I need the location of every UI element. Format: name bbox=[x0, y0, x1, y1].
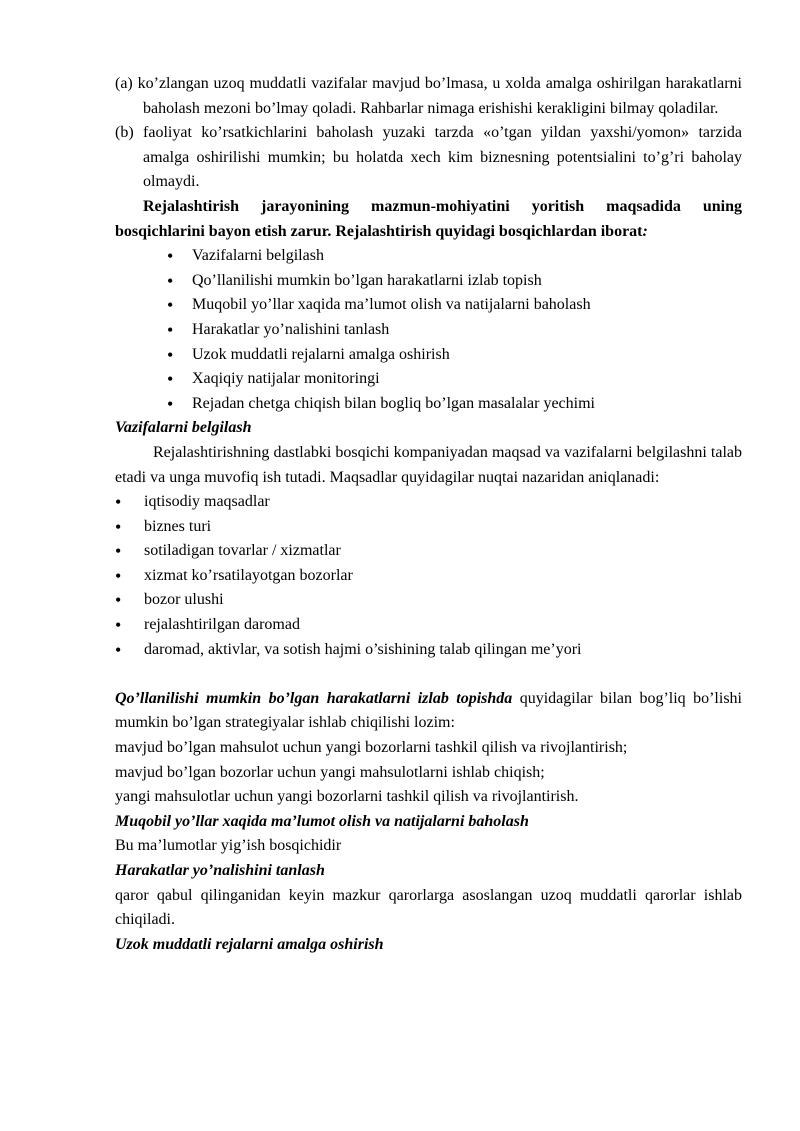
stages-list bbox=[115, 244, 742, 416]
paragraph-b: (b) faoliyat ko’rsatkichlarini baholash yuzaki tarzda «o’tgan yildan yaxshi/yomon» tarzida amalga oshirilishi mumkin; bu holatda xech kim biznesning potentsialini to’g’ri baholay olmaydi. bbox=[115, 124, 742, 191]
list-item: • Muqobil yo’llar xaqida ma’lumot olish va natijalarni baholash bbox=[115, 293, 742, 318]
list-item: • sotiladigan tovarlar / xizmatlar bbox=[115, 539, 742, 564]
list-item: • Vazifalarni belgilash bbox=[115, 244, 742, 269]
section-heading-izlash: Qo’llanilishi mumkin bo’lgan harakatlarni izlab topishda bbox=[115, 689, 513, 707]
section-harakatlar-izlash bbox=[115, 687, 742, 736]
strategy-line: mavjud bo’lgan mahsulot uchun yangi bozorlarni tashkil qilish va rivojlantirish; bbox=[115, 739, 628, 757]
list-item: • Qo’llanilishi mumkin bo’lgan harakatlarni izlab topish bbox=[115, 269, 742, 294]
document-page bbox=[115, 72, 742, 957]
list-item: • Rejadan chetga chiqish bilan bogliq bo’lgan masalalar yechimi bbox=[115, 392, 742, 417]
strategy-line: mavjud bo’lgan bozorlar uchun yangi mahsulotlarni ishlab chiqish; bbox=[115, 763, 545, 781]
list-item: • Harakatlar yo’nalishini tanlash bbox=[115, 318, 742, 343]
section-body-yonalish: qaror qabul qilinganidan keyin mazkur qarorlarga asoslangan uzoq muddatli qarorlar ishlab chiqiladi. bbox=[115, 886, 742, 929]
section-heading-yonalish: Harakatlar yo’nalishini tanlash bbox=[115, 862, 325, 879]
stages-lead-text: Rejalashtirish jarayonining mazmun-mohiyatini yoritish maqsadida uning bosqichlarini bayon etish zarur. Rejalashtirish quyidagi bosqichlardan iborat bbox=[115, 197, 742, 240]
section-body-muqobil: Bu ma’lumotlar yig’ish bosqichidir bbox=[115, 837, 342, 855]
stages-lead-colon: : bbox=[642, 222, 648, 240]
list-item: • Uzok muddatli rejalarni amalga oshirish bbox=[115, 343, 742, 368]
list-item: • xizmat ko’rsatilayotgan bozorlar bbox=[115, 564, 742, 589]
section-heading-muqobil: Muqobil yo’llar xaqida ma’lumot olish va natijalarni baholash bbox=[115, 812, 529, 830]
section-heading-vazifalar: Vazifalarni belgilash bbox=[115, 419, 252, 437]
list-item: • daromad, aktivlar, va sotish hajmi o’sishining talab qilingan me’yori bbox=[115, 638, 742, 663]
list-item: • biznes turi bbox=[115, 515, 742, 540]
list-item: • rejalashtirilgan daromad bbox=[115, 613, 742, 638]
section-body-vazifalar: Rejalashtirishning dastlabki bosqichi kompaniyadan maqsad va vazifalarni belgilashni talab etadi va unga muvofiq ish tutadi. Maqsadlar quyidagilar nuqtai nazaridan aniqlanadi: bbox=[115, 443, 742, 486]
blank-line bbox=[115, 662, 742, 687]
list-item: • iqtisodiy maqsadlar bbox=[115, 490, 742, 515]
section-body-izlash: quyidagilar bilan bog’liq bo’lishi mumkin bo’lgan strategiyalar ishlab chiqilishi lozim: bbox=[115, 689, 742, 732]
goals-list bbox=[115, 490, 742, 662]
strategy-line: yangi mahsulotlar uchun yangi bozorlarni tashkil qilish va rivojlantirish. bbox=[115, 788, 579, 806]
section-heading-rejalar: Uzok muddatli rejalarni amalga oshirish bbox=[115, 935, 384, 953]
list-item: • bozor ulushi bbox=[115, 588, 742, 613]
paragraph-a: (a) ko’zlangan uzoq muddatli vazifalar mavjud bo’lmasa, u xolda amalga oshirilgan harakatlarni baholash mezoni bo’lmay qoladi. Rahbarlar nimaga erishishi kerakligini bilmay qoladilar. bbox=[115, 75, 742, 117]
list-item: • Xaqiqiy natijalar monitoringi bbox=[115, 367, 742, 392]
stages-lead bbox=[115, 195, 742, 244]
